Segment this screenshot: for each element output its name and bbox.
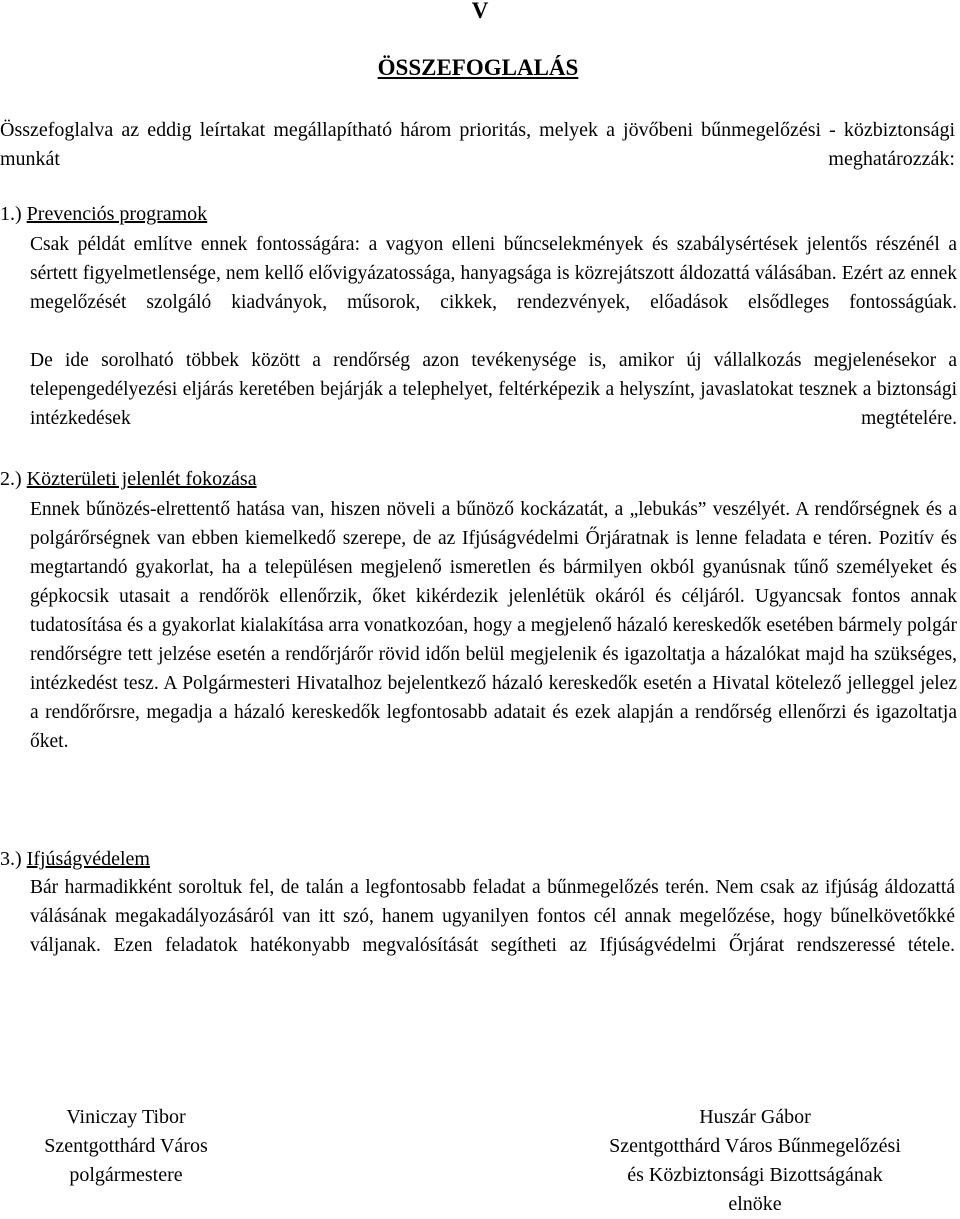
section-1-title: Prevenciós programok: [26, 203, 208, 225]
signatory-org: Szentgotthárd Város: [44, 1135, 208, 1157]
section-2-heading: [0, 465, 257, 494]
section-3-title: Ifjúságvédelem: [26, 848, 150, 870]
section-3-paragraph-1: Bár harmadikként soroltuk fel, de talán a legfontosabb feladat a bűnmegelőzés terén. Nem csak az ifjúság áldozattá válásának megakadályozásáról van itt szó, hanem ugyanilyen fontos cél annak megelőzése, hogy bűnelkövetőkké váljanak. Ezen feladatok hatékonyabb megvalósítását segítheti az Ifjúságvédelmi Őrjárat rendszeressé tétele.: [30, 877, 955, 956]
section-2-paragraph-1: Ennek bűnözés-elrettentő hatása van, hiszen növeli a bűnöző kockázatát, a „lebukás” veszélyét. A rendőrségnek és a polgárőrségnek van ebben kiemelkedő szerepe, de az Ifjúságvédelmi Őrjáratnak is lenne feladata e téren. Pozitív és megtartandó gyakorlat, ha a településen megjelenő ismeretlen és bármilyen okból gyanúsnak tűnő személyeket és gépkocsik utasait a rendőrök ellenőrzik, őket kikérdezik jelenlétük okáról és céljáról. Ugyancsak fontos annak tudatosítása és a gyakorlat kialakítása arra vonatkozóan, hogy a megjelenő házaló kereskedők esetében bármely polgár rendőrségre tett jelzése esetén a rendőrjárőr rövid időn belül megjelenik és igazoltatja a házalókat majd ha szükséges, intézkedést tesz. A Polgármesteri Hivatalhoz bejelentkező házaló kereskedők esetén a Hivatal kötelező jelleggel jelez a rendőrőrsre, megadja a házaló kereskedők legfontosabb adatait és ezek alapján a rendőrség ellenőrzi és igazoltatja őket.: [30, 499, 957, 752]
section-1-heading: [0, 200, 207, 229]
section-1-paragraph-2: De ide sorolható többek között a rendőrség azon tevékenysége is, amikor új vállalkozás megjelenésekor a telepengedélyezési eljárás keretében bejárják a telephelyet, feltérképezik a helyszínt, javaslatokat tesznek a biztonsági intézkedések megtételére.: [30, 350, 957, 429]
signatory-org-line-2: és Közbiztonsági Bizottságának: [627, 1164, 883, 1186]
signature-block-right: [560, 1103, 950, 1219]
section-3-heading: [0, 845, 150, 874]
intro-paragraph: Összefoglalva az eddig leírtakat megállapítható három prioritás, melyek a jövőbeni bűnmegelőzési - közbiztonsági munkát meghatározzák:: [0, 119, 955, 170]
section-2-number: 2.): [0, 468, 22, 490]
signatory-name: Huszár Gábor: [699, 1106, 811, 1128]
section-2-title: Közterületi jelenlét fokozása: [26, 468, 257, 490]
chapter-number: V: [471, 0, 489, 23]
section-3-number: 3.): [0, 848, 22, 870]
signatory-name: Viniczay Tibor: [66, 1106, 186, 1128]
signature-block-left: [16, 1103, 236, 1190]
signatory-org: Szentgotthárd Város Bűnmegelőzési: [609, 1135, 901, 1157]
section-1-number: 1.): [0, 203, 22, 225]
page-title: ÖSSZEFOGLALÁS: [377, 55, 579, 80]
signatory-role: elnöke: [728, 1193, 782, 1215]
section-1-paragraph-1: Csak példát említve ennek fontosságára: a vagyon elleni bűncselekmények és szabálysértések jelentős részénél a sértett figyelmetlensége, nem kellő elővigyázatossága, hanyagsága is közrejátszott áldozattá válásában. Ezért az ennek megelőzését szolgáló kiadványok, műsorok, cikkek, rendezvények, előadások elsődleges fontosságúak.: [30, 234, 957, 313]
signatory-role: polgármestere: [69, 1164, 183, 1186]
